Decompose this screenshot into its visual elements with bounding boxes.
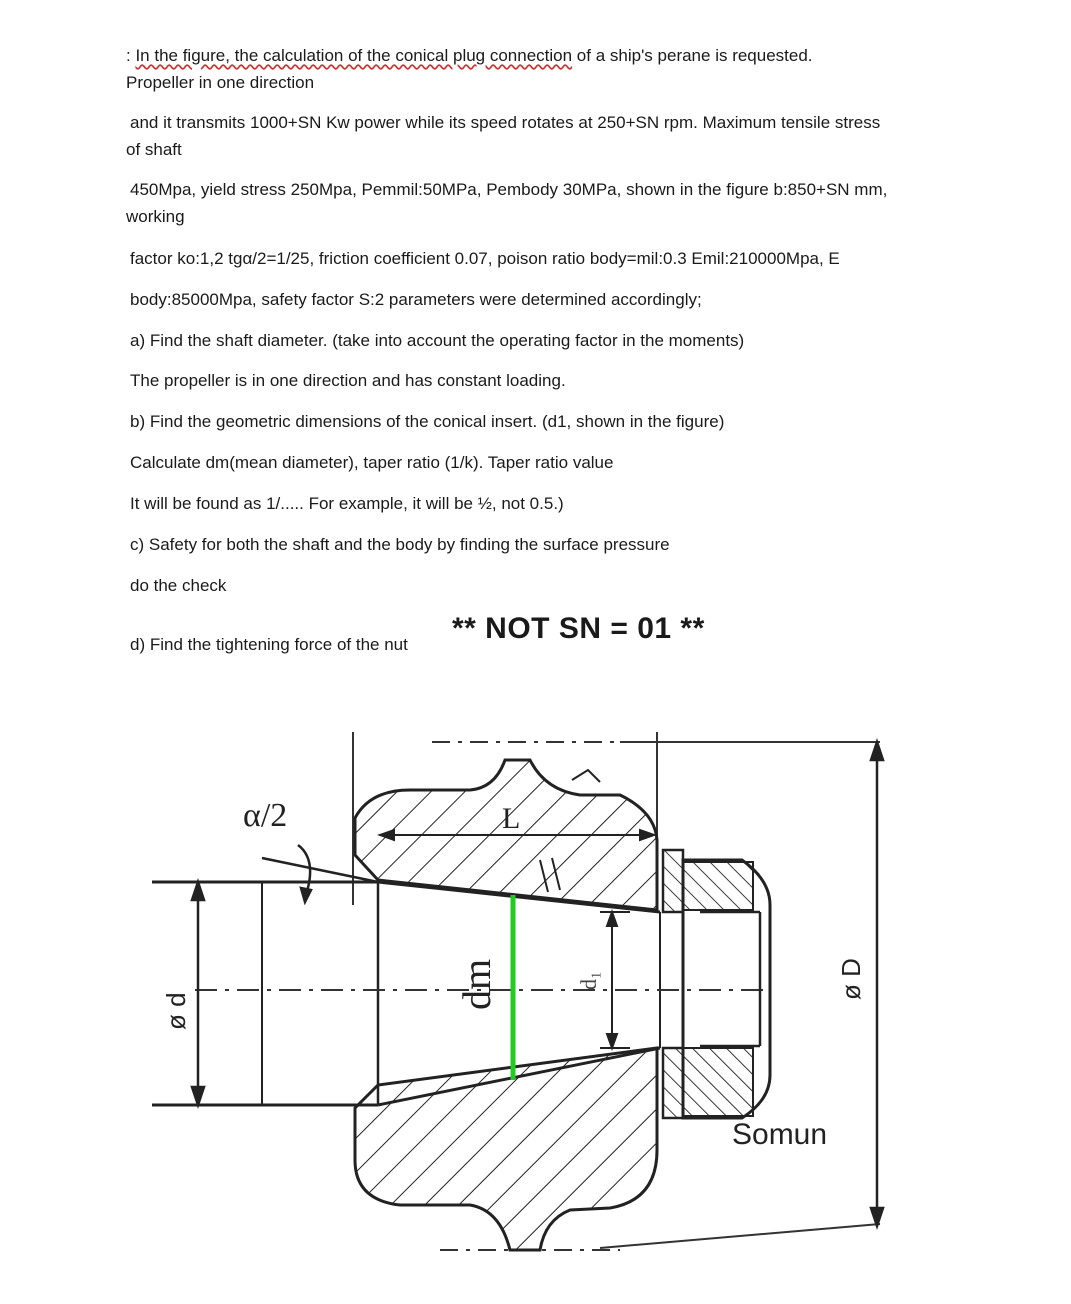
line1-suffix: of a ship's perane is requested. bbox=[572, 46, 813, 65]
problem-line-12: Calculate dm(mean diameter), taper ratio (1/k). Taper ratio value bbox=[130, 453, 614, 472]
dimension-d bbox=[192, 882, 204, 1105]
line1-prefix: : bbox=[126, 46, 136, 65]
label-nut: Somun bbox=[732, 1118, 828, 1151]
problem-line-9: a) Find the shaft diameter. (take into account the operating factor in the moments) bbox=[130, 331, 745, 350]
problem-line-2: Propeller in one direction bbox=[126, 73, 315, 92]
problem-line-8: body:85000Mpa, safety factor S:2 parameters were determined accordingly; bbox=[130, 290, 702, 309]
conical-connection-drawing bbox=[0, 700, 1071, 1304]
problem-line-7: factor ko:1,2 tgα/2=1/25, friction coefficient 0.07, poison ratio body=mil:0.3 Emil:210000Mpa, E bbox=[130, 249, 840, 268]
problem-line-3: and it transmits 1000+SN Kw power while its speed rotates at 250+SN rpm. Maximum tensile stress bbox=[130, 113, 881, 132]
label-dm: dm bbox=[454, 958, 499, 1010]
problem-line-6: working bbox=[126, 207, 185, 226]
problem-line-13: It will be found as 1/..... For example, it will be ½, not 0.5.) bbox=[130, 494, 564, 513]
problem-line-10: The propeller is in one direction and has constant loading. bbox=[130, 371, 566, 390]
dimension-d1 bbox=[600, 912, 630, 1048]
label-L: L bbox=[502, 802, 521, 835]
problem-line-5: 450Mpa, yield stress 250Mpa, Pemmil:50MPa, Pembody 30MPa, shown in the figure b:850+SN mm, bbox=[130, 180, 888, 199]
problem-line-1 bbox=[126, 44, 813, 68]
problem-line-14: c) Safety for both the shaft and the body by finding the surface pressure bbox=[130, 535, 670, 554]
label-alpha: α/2 bbox=[243, 797, 288, 834]
label-d1: d₁ bbox=[576, 971, 601, 990]
label-d: ø d bbox=[161, 992, 191, 1030]
sn-note: ** NOT SN = 01 ** bbox=[452, 612, 705, 645]
problem-line-4: of shaft bbox=[126, 140, 182, 159]
problem-line-11: b) Find the geometric dimensions of the conical insert. (d1, shown in the figure) bbox=[130, 412, 725, 431]
washer bbox=[663, 850, 683, 1118]
label-D: ø D bbox=[836, 958, 866, 1000]
line1-underlined: In the figure, the calculation of the conical plug connection bbox=[135, 46, 573, 65]
problem-line-15: do the check bbox=[130, 576, 227, 595]
problem-line-16: d) Find the tightening force of the nut bbox=[130, 635, 408, 654]
dimension-D bbox=[871, 742, 883, 1226]
